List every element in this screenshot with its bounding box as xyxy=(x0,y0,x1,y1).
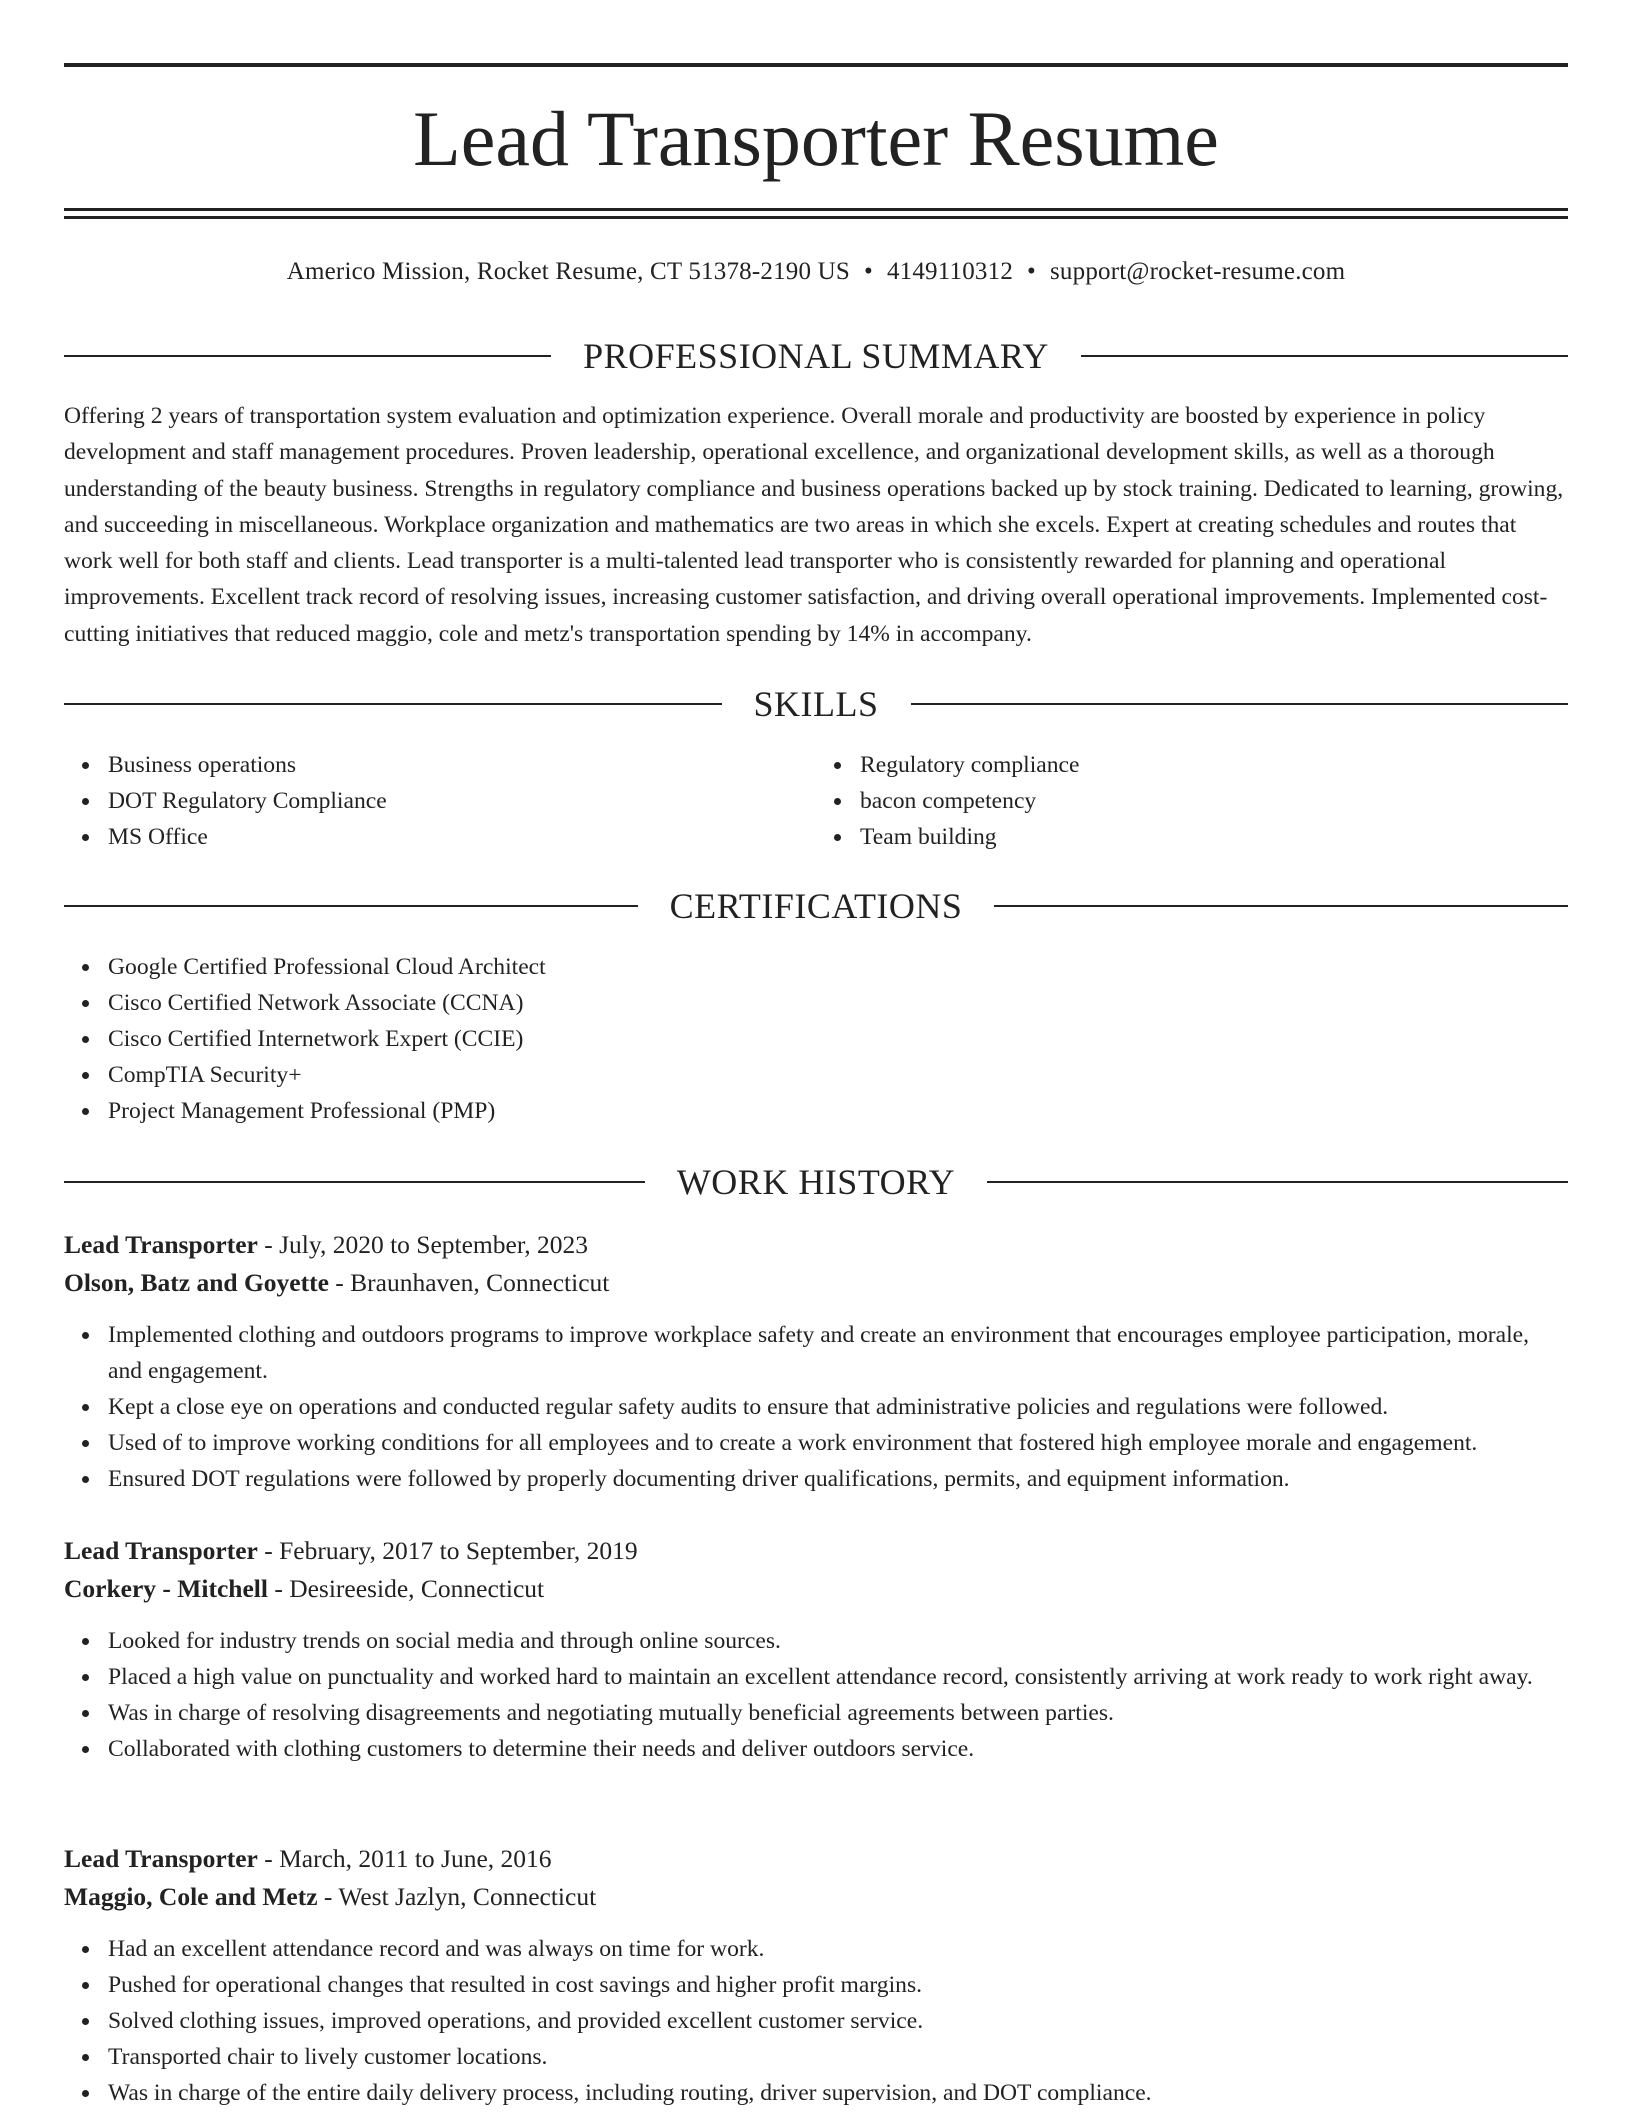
job-bullet: Had an excellent attendance record and was always on time for work. xyxy=(108,1931,1568,1967)
section-rule xyxy=(64,1181,645,1183)
section-title: WORK HISTORY xyxy=(676,1162,956,1202)
job-bullet: Was in charge of resolving disagreements and negotiating mutually beneficial agreements between parties. xyxy=(108,1695,1568,1731)
job-entry xyxy=(64,1226,1568,1497)
skills-column-left xyxy=(64,747,816,855)
contact-email: support@rocket-resume.com xyxy=(1049,258,1346,285)
skill-item: Team building xyxy=(860,819,1568,855)
job-company-line: Olson, Batz and Goyette - Braunhaven, Connecticut xyxy=(64,1268,610,1297)
summary-text: Offering 2 years of transportation system evaluation and optimization experience. Overall morale and productivity are boosted by experience in policy development and staff management procedures. Proven leadership, operational excellence, and organizational development skills, as well as a thorough understanding of the beauty business. Strengths in regulatory compliance and business operations backed up by stock training. Dedicated to learning, growing, and succeeding in miscellaneous. Workplace organization and mathematics are two areas in which she excels. Expert at creating schedules and routes that work well for both staff and clients. Lead transporter is a multi-talented lead transporter who is consistently rewarded for planning and operational improvements. Excellent track record of resolving issues, increasing customer satisfaction, and driving overall operational improvements. Implemented cost-cutting initiatives that reduced maggio, cole and metz's transportation spending by 14% in accompany. xyxy=(64,403,1564,647)
job-title-line: Lead Transporter - March, 2011 to June, 2016 xyxy=(64,1844,552,1873)
job-bullet: Was in charge of the entire daily delivery process, including routing, driver supervision, and DOT compliance. xyxy=(108,2075,1568,2111)
job-company-line: Maggio, Cole and Metz - West Jazlyn, Connecticut xyxy=(64,1882,597,1911)
contact-line xyxy=(64,254,1568,290)
job-dates: July, 2020 to September, 2023 xyxy=(279,1230,589,1259)
contact-separator: • xyxy=(1027,258,1036,285)
job-bullets xyxy=(64,1623,1568,1767)
job-title: Lead Transporter xyxy=(64,1536,258,1565)
job-entry xyxy=(64,1532,1568,1767)
job-bullet: Used of to improve working conditions for all employees and to create a work environment that fostered high employee morale and engagement. xyxy=(108,1425,1568,1461)
job-bullet: Solved clothing issues, improved operations, and provided excellent customer service. xyxy=(108,2003,1568,2039)
job-bullet: Ensured DOT regulations were followed by properly documenting driver qualifications, permits, and equipment information. xyxy=(108,1461,1568,1497)
top-rule xyxy=(64,63,1568,67)
job-title: Lead Transporter xyxy=(64,1844,258,1873)
job-bullet: Transported chair to lively customer locations. xyxy=(108,2039,1568,2075)
certification-item: Cisco Certified Internetwork Expert (CCIE) xyxy=(108,1021,1568,1057)
job-company: Corkery - Mitchell xyxy=(64,1574,268,1603)
section-rule xyxy=(64,355,551,357)
section-title: PROFESSIONAL SUMMARY xyxy=(583,336,1049,376)
job-company: Maggio, Cole and Metz xyxy=(64,1882,318,1911)
section-title: CERTIFICATIONS xyxy=(669,886,963,926)
section-rule xyxy=(994,905,1568,907)
job-dates: March, 2011 to June, 2016 xyxy=(279,1844,552,1873)
job-bullet: Pushed for operational changes that resulted in cost savings and higher profit margins. xyxy=(108,1967,1568,2003)
job-bullets xyxy=(64,1317,1568,1497)
skills-column-right xyxy=(816,747,1568,855)
page-title: Lead Transporter Resume xyxy=(413,95,1219,182)
section-rule xyxy=(987,1181,1568,1183)
job-title: Lead Transporter xyxy=(64,1230,258,1259)
job-dates: February, 2017 to September, 2019 xyxy=(279,1536,638,1565)
certification-item: Google Certified Professional Cloud Architect xyxy=(108,949,1568,985)
title-double-rule xyxy=(64,208,1568,219)
job-bullet: Implemented clothing and outdoors programs to improve workplace safety and create an environment that encourages employee participation, morale, and engagement. xyxy=(108,1317,1568,1389)
section-header-skills xyxy=(64,682,1568,726)
job-title-line: Lead Transporter - February, 2017 to September, 2019 xyxy=(64,1536,638,1565)
job-bullet: Looked for industry trends on social media and through online sources. xyxy=(108,1623,1568,1659)
job-location: Desireeside, Connecticut xyxy=(289,1574,545,1603)
section-rule xyxy=(64,703,722,705)
job-bullet: Collaborated with clothing customers to determine their needs and deliver outdoors service. xyxy=(108,1731,1568,1767)
section-title: SKILLS xyxy=(753,684,879,724)
skills-list xyxy=(64,747,1568,855)
contact-address: Americo Mission, Rocket Resume, CT 51378-2190 US xyxy=(286,258,850,285)
section-header-work-history xyxy=(64,1160,1568,1204)
section-header-certifications xyxy=(64,884,1568,928)
contact-separator: • xyxy=(864,258,873,285)
section-rule xyxy=(911,703,1569,705)
certification-item: CompTIA Security+ xyxy=(108,1057,1568,1093)
certifications-list xyxy=(64,949,1568,1129)
skill-item: Regulatory compliance xyxy=(860,747,1568,783)
certification-item: Project Management Professional (PMP) xyxy=(108,1093,1568,1129)
skill-item: DOT Regulatory Compliance xyxy=(108,783,816,819)
job-bullet: Kept a close eye on operations and conducted regular safety audits to ensure that administrative policies and regulations were followed. xyxy=(108,1389,1568,1425)
skill-item: Business operations xyxy=(108,747,816,783)
job-location: West Jazlyn, Connecticut xyxy=(338,1882,597,1911)
job-location: Braunhaven, Connecticut xyxy=(350,1268,610,1297)
skill-item: MS Office xyxy=(108,819,816,855)
job-bullet: Placed a high value on punctuality and worked hard to maintain an excellent attendance record, consistently arriving at work ready to work right away. xyxy=(108,1659,1568,1695)
certification-item: Cisco Certified Network Associate (CCNA) xyxy=(108,985,1568,1021)
job-entry xyxy=(64,1840,1568,2111)
job-bullets xyxy=(64,1931,1568,2111)
skill-item: bacon competency xyxy=(860,783,1568,819)
job-company: Olson, Batz and Goyette xyxy=(64,1268,329,1297)
job-title-line: Lead Transporter - July, 2020 to September, 2023 xyxy=(64,1230,589,1259)
section-rule xyxy=(64,905,638,907)
section-rule xyxy=(1081,355,1568,357)
job-company-line: Corkery - Mitchell - Desireeside, Connecticut xyxy=(64,1574,545,1603)
section-header-summary xyxy=(64,334,1568,378)
contact-phone: 4149110312 xyxy=(886,258,1014,285)
